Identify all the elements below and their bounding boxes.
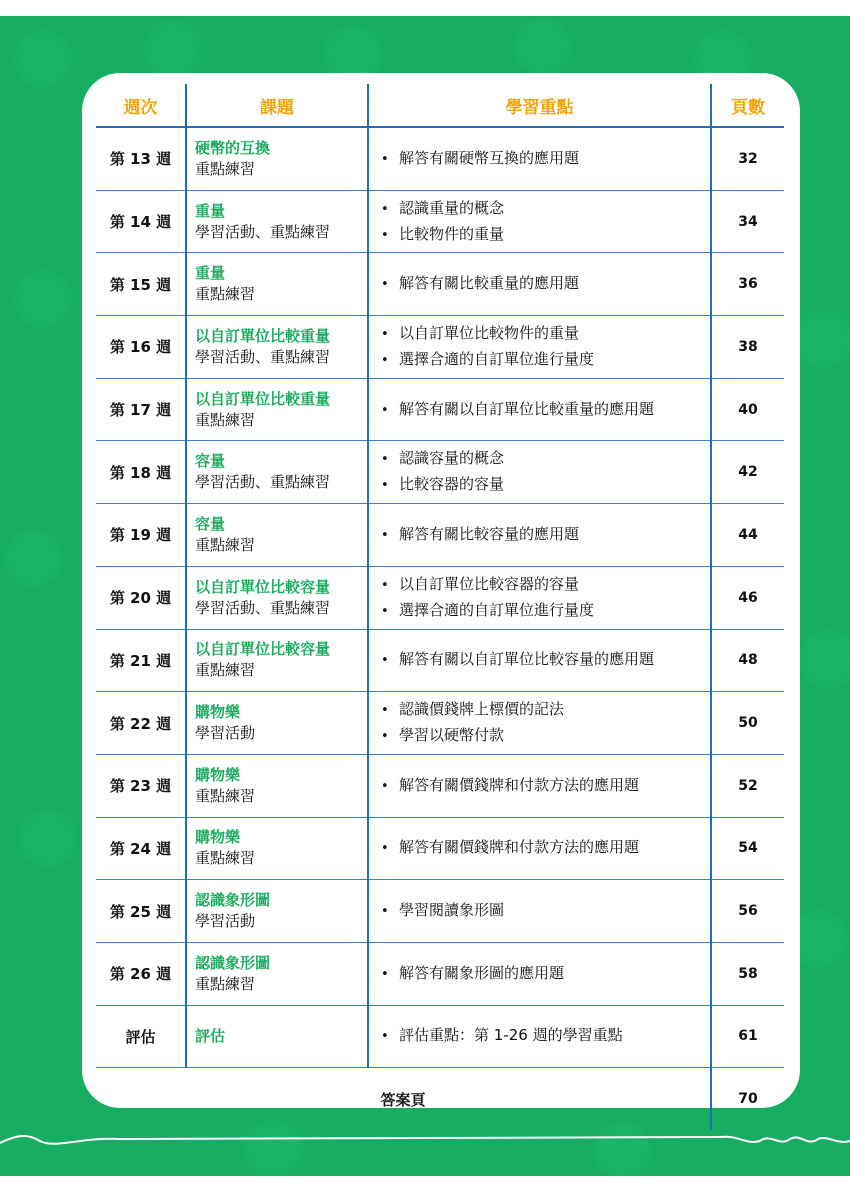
- header-page: 頁數: [711, 84, 784, 127]
- topic-cell: [186, 880, 368, 943]
- focus-cell: [368, 504, 711, 567]
- topic-title: 容量: [195, 452, 226, 471]
- week-cell: 第 14 週: [96, 190, 186, 253]
- week-cell: 第 17 週: [96, 378, 186, 441]
- topic-title: 重量: [195, 201, 226, 220]
- flower-decoration: [10, 536, 56, 582]
- focus-cell: [368, 378, 711, 441]
- topic-title: 評估: [195, 1026, 226, 1045]
- week-cell: 第 26 週: [96, 942, 186, 1005]
- focus-point: • 解答有關價錢牌和付款方法的應用題: [381, 773, 709, 799]
- topic-cell: [186, 253, 368, 316]
- page-cell: 46: [711, 566, 784, 629]
- contents-table: [96, 84, 784, 1130]
- table-row: [96, 378, 784, 441]
- focus-cell: [368, 629, 711, 692]
- topic-cell: [186, 629, 368, 692]
- page-cell: 61: [711, 1005, 784, 1068]
- page-cell: 44: [711, 504, 784, 567]
- topic-subtitle: 學習活動、重點練習: [195, 347, 331, 366]
- week-cell: 第 23 週: [96, 754, 186, 817]
- topic-subtitle: 學習活動、重點練習: [195, 222, 331, 241]
- topic-subtitle: 重點練習: [195, 786, 256, 805]
- table-row: [96, 127, 784, 190]
- answer-label: 答案頁: [96, 1068, 711, 1131]
- table-body: [96, 127, 784, 1130]
- flower-decoration: [795, 916, 841, 962]
- topic-title: 以自訂單位比較容量: [195, 640, 331, 659]
- topic-subtitle: 重點練習: [195, 535, 256, 554]
- flower-decoration: [805, 636, 850, 682]
- week-cell: 第 21 週: [96, 629, 186, 692]
- topic-cell: [186, 1005, 368, 1068]
- focus-point: • 學習閱讀象形圖: [381, 898, 709, 924]
- topic-cell: [186, 378, 368, 441]
- flower-decoration: [330, 31, 376, 77]
- focus-point: • 解答有關以自訂單位比較容量的應用題: [381, 647, 709, 673]
- topic-subtitle: 重點練習: [195, 159, 256, 178]
- table-row: [96, 880, 784, 943]
- focus-cell: [368, 692, 711, 755]
- topic-title: 重量: [195, 264, 226, 283]
- focus-point: • 解答有關以自訂單位比較重量的應用題: [381, 397, 709, 423]
- focus-cell: [368, 817, 711, 880]
- focus-point: • 解答有關比較容量的應用題: [381, 522, 709, 548]
- week-cell: 第 16 週: [96, 316, 186, 379]
- page-cell: 42: [711, 441, 784, 504]
- week-cell: 第 18 週: [96, 441, 186, 504]
- topic-title: 以自訂單位比較重量: [195, 326, 331, 345]
- table-row: [96, 316, 784, 379]
- page-cell: 38: [711, 316, 784, 379]
- topic-title: 以自訂單位比較容量: [195, 577, 331, 596]
- focus-point: • 比較物件的重量: [381, 222, 709, 248]
- topic-cell: [186, 441, 368, 504]
- week-cell: 第 24 週: [96, 817, 186, 880]
- focus-point: • 選擇合適的自訂單位進行量度: [381, 347, 709, 373]
- topic-title: 購物樂: [195, 703, 241, 722]
- topic-cell: [186, 754, 368, 817]
- focus-cell: [368, 880, 711, 943]
- flower-decoration: [20, 36, 66, 82]
- week-cell: 第 15 週: [96, 253, 186, 316]
- topic-title: 認識象形圖: [195, 953, 271, 972]
- week-cell: 第 20 週: [96, 566, 186, 629]
- topic-cell: [186, 566, 368, 629]
- focus-point: • 解答有關比較重量的應用題: [381, 271, 709, 297]
- week-cell: 第 25 週: [96, 880, 186, 943]
- topic-cell: [186, 127, 368, 190]
- topic-subtitle: 學習活動、重點練習: [195, 598, 331, 617]
- topic-subtitle: 重點練習: [195, 974, 256, 993]
- topic-title: 購物樂: [195, 828, 241, 847]
- page-cell: 32: [711, 127, 784, 190]
- focus-point: • 認識容量的概念: [381, 446, 709, 472]
- focus-cell: [368, 127, 711, 190]
- focus-cell: [368, 1005, 711, 1068]
- focus-cell: [368, 253, 711, 316]
- topic-subtitle: 重點練習: [195, 410, 256, 429]
- table-row: [96, 504, 784, 567]
- header-topic: 課題: [186, 84, 368, 127]
- table-row: [96, 253, 784, 316]
- topic-subtitle: 學習活動、重點練習: [195, 473, 331, 492]
- focus-point: • 評估重點：第 1-26 週的學習重點: [381, 1023, 709, 1049]
- table-row: [96, 566, 784, 629]
- table-row: [96, 692, 784, 755]
- topic-subtitle: 學習活動: [195, 724, 256, 743]
- topic-subtitle: 學習活動: [195, 912, 256, 931]
- header-week: 週次: [96, 84, 186, 127]
- topic-cell: [186, 190, 368, 253]
- focus-cell: [368, 316, 711, 379]
- table-row: [96, 1005, 784, 1068]
- flower-decoration: [150, 26, 196, 72]
- focus-cell: [368, 566, 711, 629]
- page-cell: 56: [711, 880, 784, 943]
- focus-point: • 比較容器的容量: [381, 472, 709, 498]
- page-cell: 40: [711, 378, 784, 441]
- page-cell: 58: [711, 942, 784, 1005]
- page-cell: 50: [711, 692, 784, 755]
- topic-subtitle: 重點練習: [195, 849, 256, 868]
- focus-point: • 學習以硬幣付款: [381, 723, 709, 749]
- focus-point: • 以自訂單位比較容器的容量: [381, 572, 709, 598]
- focus-point: • 認識價錢牌上標價的記法: [381, 697, 709, 723]
- page-cell: 36: [711, 253, 784, 316]
- topic-cell: [186, 817, 368, 880]
- week-cell: 第 22 週: [96, 692, 186, 755]
- answer-row: [96, 1068, 784, 1131]
- answer-page: 70: [738, 1091, 758, 1108]
- focus-point: • 認識重量的概念: [381, 196, 709, 222]
- topic-cell: [186, 316, 368, 379]
- table-row: [96, 441, 784, 504]
- topic-subtitle: 重點練習: [195, 661, 256, 680]
- table-row: [96, 754, 784, 817]
- week-cell: 第 19 週: [96, 504, 186, 567]
- focus-point: • 以自訂單位比較物件的重量: [381, 321, 709, 347]
- flower-decoration: [800, 316, 846, 362]
- flower-decoration: [20, 276, 66, 322]
- topic-title: 購物樂: [195, 765, 241, 784]
- topic-title: 容量: [195, 514, 226, 533]
- flower-decoration: [25, 816, 71, 862]
- table-header-row: [96, 84, 784, 127]
- focus-cell: [368, 441, 711, 504]
- table-row: [96, 629, 784, 692]
- topic-title: 認識象形圖: [195, 891, 271, 910]
- flower-decoration: [520, 24, 566, 70]
- focus-point: • 解答有關價錢牌和付款方法的應用題: [381, 835, 709, 861]
- topic-subtitle: 重點練習: [195, 285, 256, 304]
- focus-point: • 解答有關象形圖的應用題: [381, 961, 709, 987]
- week-cell: 第 13 週: [96, 127, 186, 190]
- topic-title: 以自訂單位比較重量: [195, 389, 331, 408]
- topic-title: 硬幣的互換: [195, 138, 271, 157]
- focus-cell: [368, 190, 711, 253]
- page-cell: 48: [711, 629, 784, 692]
- focus-cell: [368, 754, 711, 817]
- page-cell: 34: [711, 190, 784, 253]
- table-row: [96, 942, 784, 1005]
- topic-cell: [186, 692, 368, 755]
- topic-cell: [186, 942, 368, 1005]
- focus-point: • 解答有關硬幣互換的應用題: [381, 146, 709, 172]
- week-cell: 評估: [96, 1005, 186, 1068]
- page-cell: 52: [711, 754, 784, 817]
- header-focus: 學習重點: [368, 84, 711, 127]
- page-cell: 54: [711, 817, 784, 880]
- table-row: [96, 190, 784, 253]
- focus-cell: [368, 942, 711, 1005]
- topic-cell: [186, 504, 368, 567]
- table-row: [96, 817, 784, 880]
- focus-point: • 選擇合適的自訂單位進行量度: [381, 598, 709, 624]
